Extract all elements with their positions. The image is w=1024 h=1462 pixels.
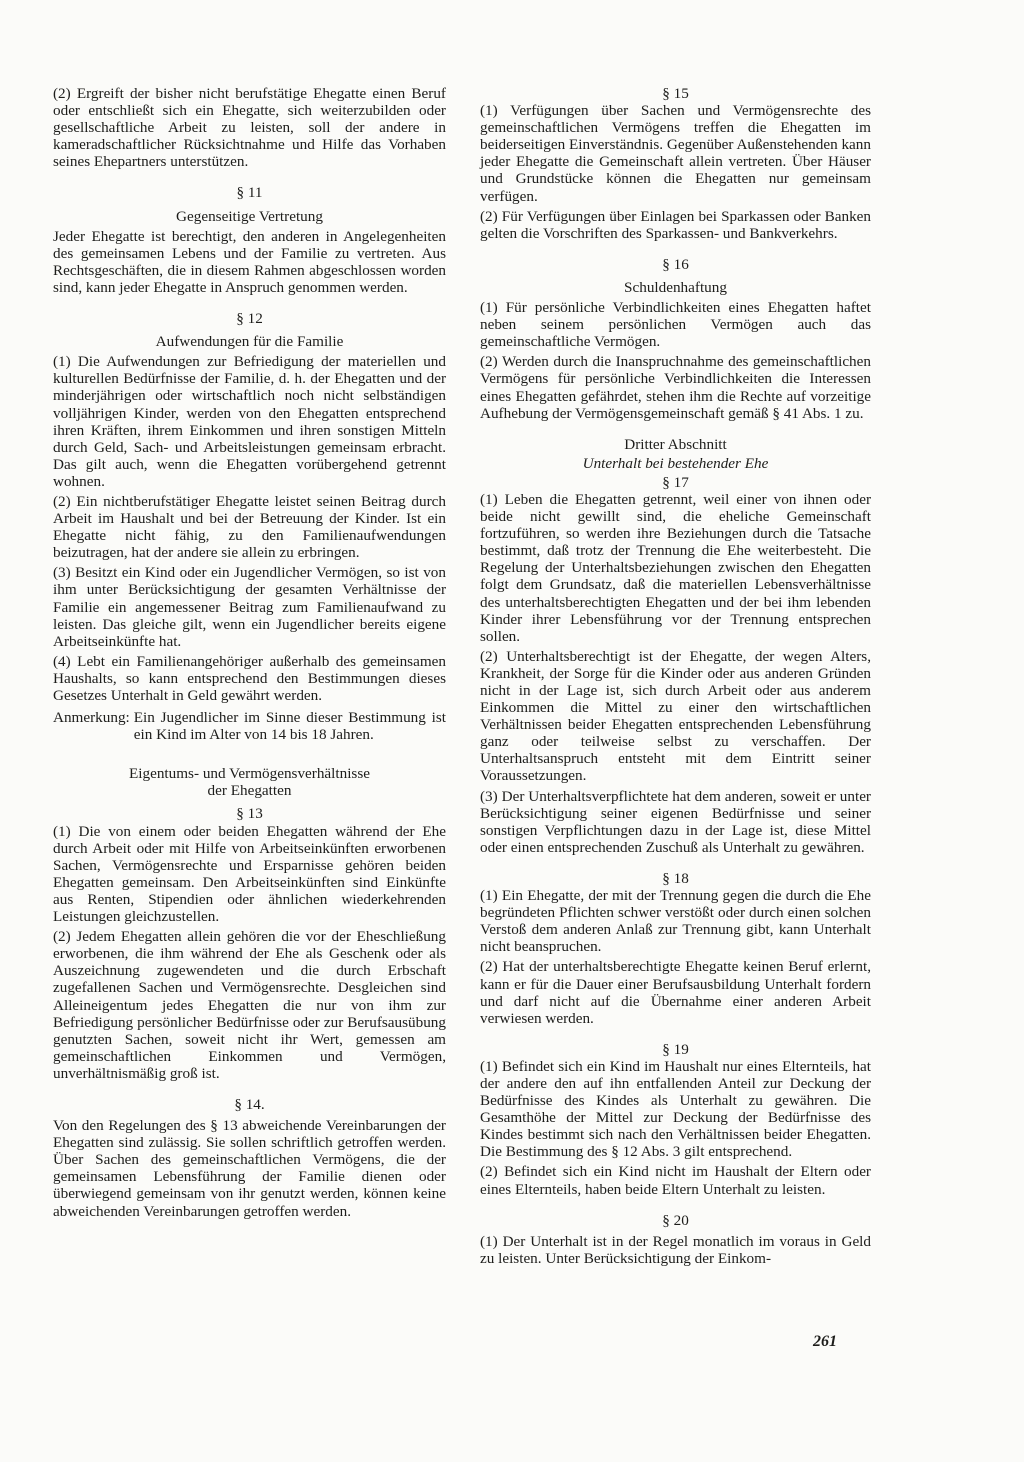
note-text: Ein Jugendlicher im Sinne dieser Bestimmung ist ein Kind im Alter von 14 bis 18 Jahren. (133, 709, 446, 744)
paragraph: (2) Ergreift der bisher nicht berufstätige Ehegatte einen Beruf oder entschließt sich ein Ehegatte, sich weiterzubilden oder gesellschaftliche Arbeit zu leisten, soll der andere in kameradschaftlicher Rücksichtnahme und Hilfe das Vorhaben seines Ehepartners unterstützen. (53, 85, 446, 171)
chapter-subtitle: Unterhalt bei bestehender Ehe (582, 454, 769, 472)
section-title-16: Schuldenhaftung (624, 278, 727, 296)
paragraph: Jeder Ehegatte ist berechtigt, den anderen in Angelegenheiten des gemeinsamen Lebens und der Familie zu vertreten. Aus Rechtsgeschäften, die in diesem Rahmen abgeschlossen worden sind, kann jeder Ehegatte in Anspruch genommen werden. (53, 227, 446, 296)
paragraph: (4) Lebt ein Familienangehöriger außerhalb des gemeinsamen Haushalts, so kann entsprechend den Bestimmungen dieses Gesetzes Unterhalt in Geld gewährt werden. (53, 652, 446, 704)
paragraph: (2) Unterhaltsberechtigt ist der Ehegatte, der wegen Alters, Krankheit, der Sorge für die Kinder oder aus anderen Gründen nicht in der Lage ist, sich durch Arbeit oder aus anderem Einkommen die Mittel zu einer den wirtschaftlichen Verhältnissen beider Ehegatten entsprechenden Lebensführung ganz oder teilweise selbst zu verschaffen. Der Unterhaltsanspruch entsteht mit dem Eintritt seiner Voraussetzungen. (480, 647, 871, 785)
right-column (480, 85, 871, 1267)
paragraph: (1) Leben die Ehegatten getrennt, weil einer von ihnen oder beide nicht gewillt sind, die eheliche Gemeinschaft fortzuführen, so werden ihre Beziehungen durch die Tatsache bestimmt, daß trotz der Trennung die Ehe weiterbesteht. Die Regelung der Unterhaltsbeziehungen zwischen den Ehegatten folgt dem Grundsatz, daß die materiellen Lebensverhältnisse des unterhaltsberechtigten Ehegatten und der bei ihm lebenden Kinder ihrer Lebensführung vor der Trennung entsprechen sollen. (480, 490, 871, 645)
section-title-12: Aufwendungen für die Familie (155, 333, 344, 351)
group-title-line1: Eigentums- und Vermögensverhältnisse (129, 765, 370, 783)
section-heading-19: § 19 (662, 1040, 689, 1058)
annotation-note (53, 709, 446, 743)
section-heading-14: § 14. (234, 1095, 265, 1113)
paragraph: (1) Ein Ehegatte, der mit der Trennung gegen die durch die Ehe begründeten Pflichten schwer verstößt oder durch einen solchen Verstoß dem anderen Anlaß zur Trennung gibt, kann Unterhalt nicht beanspruchen. (480, 887, 871, 956)
paragraph: (1) Die von einem oder beiden Ehegatten während der Ehe durch Arbeit oder mit Hilfe von Arbeitseinkünften erworbenen Sachen, Vermögensrechte und Ersparnisse gehören beiden Ehegatten gemeinsam. Den Arbeitseinkünften sind Einkünfte aus Renten, Stipendien oder ähnlichen wiederkehrenden Leistungen gleichzustellen. (53, 822, 446, 926)
paragraph: (3) Der Unterhaltsverpflichtete hat dem anderen, soweit er unter Berücksichtigung seiner eigenen Bedürfnisse und seiner sonstigen Verpflichtungen dazu in der Lage ist, diese Mittel oder einen entsprechenden Zuschuß als Unterhalt zu gewähren. (480, 787, 871, 856)
paragraph: (1) Für persönliche Verbindlichkeiten eines Ehegatten haftet neben seinem persönlichen Vermögen auch das gemeinschaftliche Vermögen. (480, 299, 871, 351)
section-heading-15: § 15 (662, 85, 689, 102)
section-heading-20: § 20 (662, 1211, 689, 1229)
paragraph: (2) Ein nichtberufstätiger Ehegatte leistet seinen Beitrag durch Arbeit im Haushalt und bei der Betreuung der Kinder. Ist ein Ehegatte nicht fähig, zu den Familienaufwendungen beizutragen, hat der andere sie allein zu erbringen. (53, 492, 446, 562)
section-heading-11: § 11 (236, 184, 263, 202)
section-heading-16: § 16 (662, 255, 689, 273)
paragraph: (2) Für Verfügungen über Einlagen bei Sparkassen oder Banken gelten die Vorschriften des Sparkassen- und Bankverkehrs. (480, 207, 871, 242)
paragraph: (2) Jedem Ehegatten allein gehören die vor der Eheschließung erworbenen, die ihm während der Ehe als Geschenk oder als Auszeichnung zugewendeten und die durch Erbschaft zugefallenen Sachen und Vermögensrechte. Desgleichen sind Alleineigentum jedes Ehegatten die nur von ihm zur Befriedigung persönlicher Bedürfnisse oder zur Berufsausübung genutzten Sachen, soweit nicht ihr Wert, gemessen am gemeinschaftlichen Einkommen und Vermögen, unverhältnismäßig groß ist. (53, 928, 446, 1082)
paragraph: (1) Verfügungen über Sachen und Vermögensrechte des gemeinschaftlichen Vermögens treffen die Ehegatten im beiderseitigen Einverständnis. Gegenüber Außenstehenden kann jeder Ehegatte die Gemeinschaft allein vertreten. Über Häuser und Grundstücke können die Ehegatten nur gemeinsam verfügen. (480, 102, 871, 205)
paragraph: (2) Hat der unterhaltsberechtigte Ehegatte keinen Beruf erlernt, kann er für die Dauer einer Berufsausbildung Unterhalt fordern und darf nicht auf die Übernahme einer anderen Arbeit verwiesen werden. (480, 958, 871, 1027)
paragraph: (2) Werden durch die Inanspruchnahme des gemeinschaftlichen Vermögens für persönliche Verbindlichkeiten die Interessen eines Ehegatten gefährdet, stehen ihm die Rechte auf vorzeitige Aufhebung der Vermögensgemeinschaft gemäß § 41 Abs. 1 zu. (480, 353, 871, 422)
page-number: 261 (813, 1333, 837, 1350)
section-heading-18: § 18 (662, 869, 689, 887)
section-heading-13: § 13 (236, 805, 263, 823)
note-label: Anmerkung: (53, 709, 130, 727)
paragraph: Von den Regelungen des § 13 abweichende Vereinbarungen der Ehegatten sind zulässig. Sie sollen schriftlich getroffen werden. Über Sachen des gemeinschaftlichen Vermögens, die der gemeinsamen Lebensführung der Familie dienen oder überwiegend gemeinsam von ihr genutzt werden, können keine abweichenden Vereinbarungen getroffen werden. (53, 1117, 446, 1220)
paragraph: (1) Der Unterhalt ist in der Regel monatlich im voraus in Geld zu leisten. Unter Berücksichtigung der Einkom- (480, 1232, 871, 1267)
section-heading-12: § 12 (236, 310, 263, 328)
section-heading-17: § 17 (662, 473, 689, 491)
paragraph: (2) Befindet sich ein Kind nicht im Haushalt der Eltern oder eines Elternteils, haben beide Eltern Unterhalt zu leisten. (480, 1163, 871, 1198)
left-column (53, 85, 446, 1220)
paragraph: (1) Die Aufwendungen zur Befriedigung der materiellen und kulturellen Bedürfnisse der Familie, d. h. der Ehegatten und der minderjährigen oder wirtschaftlich noch nicht selbständigen volljährigen Kinder, werden von den Ehegatten entsprechend ihren Kräften, ihrem Einkommen und ihren sonstigen Mitteln durch Geld, Sach- und Arbeitsleistungen gemeinsam erbracht. Das gilt auch, wenn die Ehegatten vorübergehend getrennt wohnen. (53, 353, 446, 490)
paragraph: (3) Besitzt ein Kind oder ein Jugendlicher Vermögen, so ist von ihm unter Berücksichtigung der gesamten Verhältnisse der Familie ein angemessener Beitrag zum Familienaufwand zu leisten. Das gleiche gilt, wenn ein Jugendlicher bereits eigene Arbeitseinkünfte hat. (53, 564, 446, 650)
group-title-line2: der Ehegatten (207, 782, 292, 800)
paragraph: (1) Befindet sich ein Kind im Haushalt nur eines Elternteils, hat der andere den auf ihn entfallenden Anteil zur Deckung der Bedürfnisse des Kindes als Unterhalt zu gewähren. Die Gesamthöhe der Mittel zur Deckung der Bedürfnisse des Kindes bestimmt sich nach den Verhältnissen beider Ehegatten. Die Bestimmung des § 12 Abs. 3 gilt entsprechend. (480, 1057, 871, 1161)
chapter-title: Dritter Abschnitt (624, 435, 727, 453)
section-title-11: Gegenseitige Vertretung (176, 207, 323, 225)
